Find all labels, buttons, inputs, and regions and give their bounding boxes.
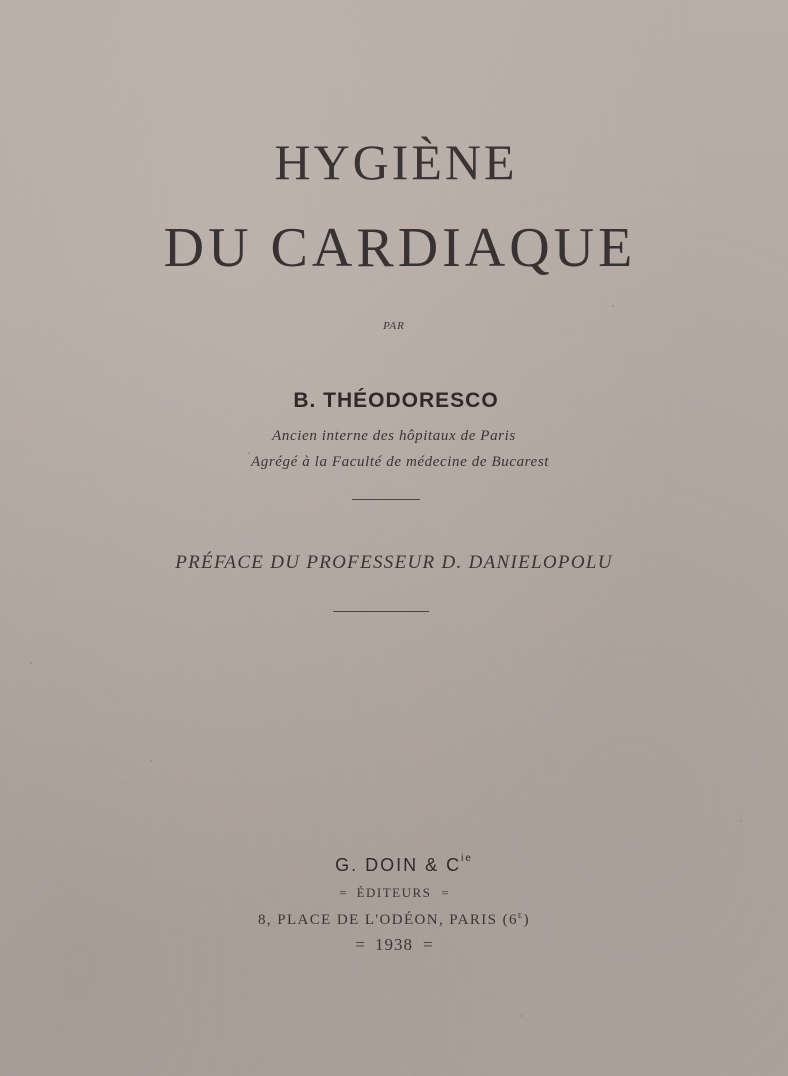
ornament-dash: = (339, 885, 347, 900)
author-credential-1: Ancien interne des hôpitaux de Paris (272, 428, 516, 444)
author-name: B. THÉODORESCO (293, 389, 499, 412)
title-line-2: DU CARDIAQUE (163, 217, 637, 279)
author-credential-2: Agrégé à la Faculté de médecine de Bucarest (250, 454, 550, 470)
ornament-dash: = (355, 935, 365, 954)
publisher-name-sup: ie (461, 853, 473, 864)
preface-line: PRÉFACE DU PROFESSEUR D. DANIELOPOLU (175, 552, 613, 573)
paper-speck (612, 305, 614, 307)
ornament-dash: = (423, 935, 433, 954)
ornament-dash: = (441, 885, 449, 900)
publisher-address-end: ) (523, 912, 530, 928)
publisher-role-text: ÉDITEURS (356, 885, 432, 900)
paper-speck (150, 760, 152, 762)
publisher-name-text: G. DOIN & C (335, 855, 462, 875)
publication-year-text: 1938 (375, 935, 413, 954)
paper-speck (520, 1015, 522, 1017)
publisher-address-text: 8, PLACE DE L'ODÉON, PARIS (6 (258, 912, 518, 928)
paper-speck (30, 662, 32, 664)
publication-year (0, 935, 788, 955)
publisher-name (0, 855, 788, 876)
publisher-address-sup: e (517, 910, 524, 921)
paper-speck (248, 452, 250, 454)
divider-rule-2 (333, 611, 429, 612)
paper-speck (740, 820, 742, 822)
publisher-role (0, 885, 788, 901)
divider-rule-1 (352, 499, 420, 500)
publisher-address (0, 910, 788, 929)
by-label: PAR (383, 320, 405, 332)
title-line-1: HYGIÈNE (274, 134, 518, 190)
